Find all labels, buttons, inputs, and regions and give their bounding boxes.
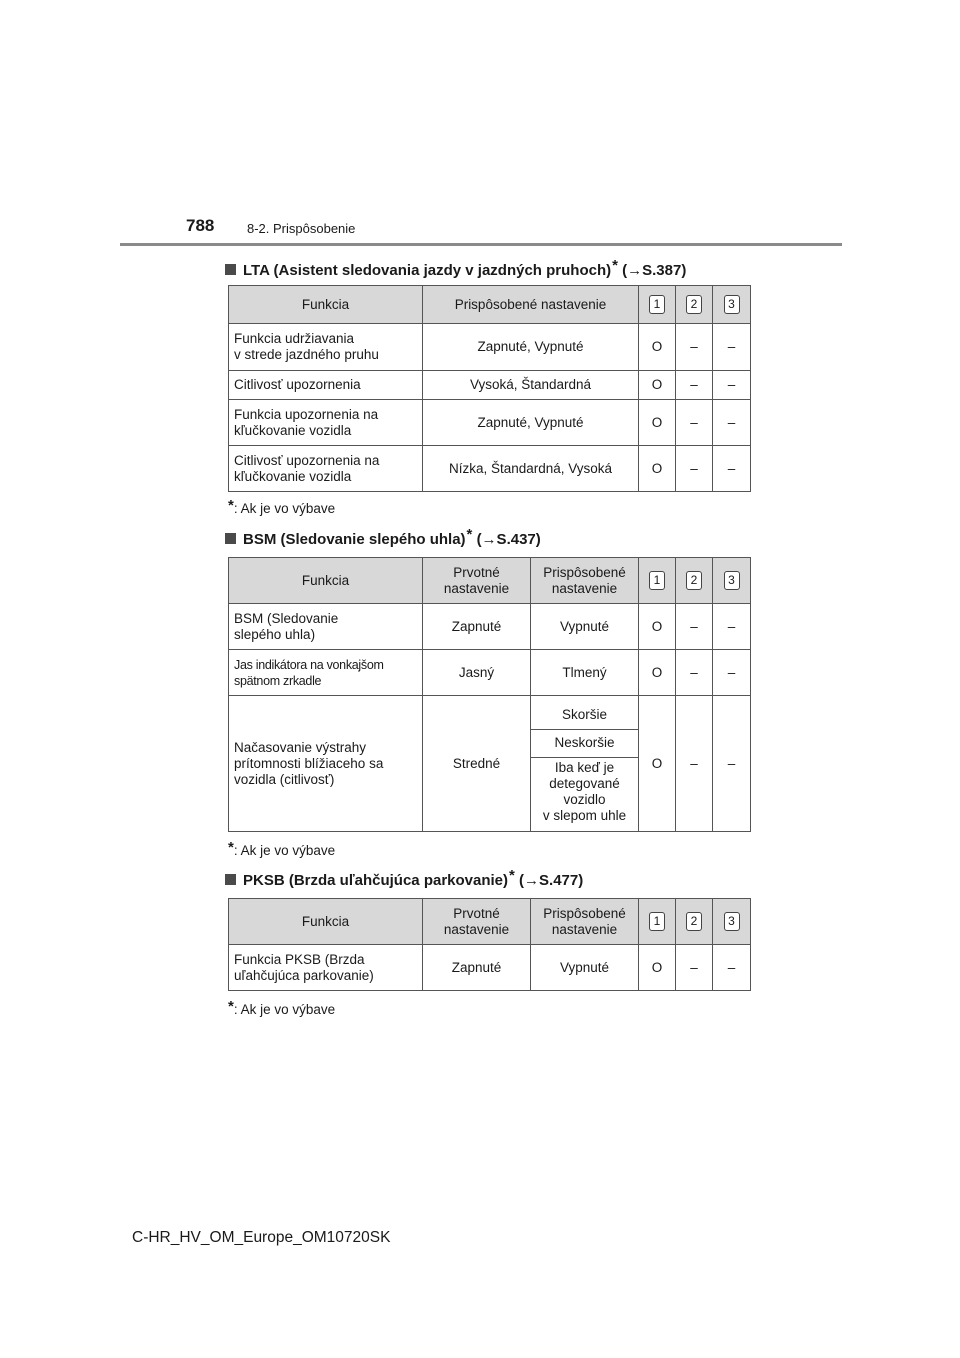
table-row: [229, 945, 751, 991]
list-item: [531, 701, 638, 729]
page-reference: (→S.437): [476, 531, 541, 548]
footnote-star: *: [509, 867, 515, 884]
cell-col2: –: [676, 604, 713, 650]
cell-col1: O: [639, 371, 676, 400]
cell-col1: O: [639, 446, 676, 492]
footnote-lta: [228, 497, 335, 516]
footnote-star: *: [228, 839, 234, 856]
cell-col2: –: [676, 696, 713, 832]
circled-number-1: 1: [649, 912, 665, 931]
cell-function: Jas indikátora na vonkajšom spätnom zrkadle: [229, 650, 423, 696]
lta-table: [228, 285, 751, 492]
circled-number-2: 2: [686, 912, 702, 931]
footnote-text: : Ak je vo výbave: [233, 501, 336, 516]
list-item: [531, 729, 638, 757]
cell-function: Citlivosť upozornenia na kľučkovanie vozidla: [229, 446, 423, 492]
footnote-text: : Ak je vo výbave: [233, 1002, 336, 1017]
page-number: 788: [186, 216, 215, 235]
cell-col1: O: [639, 324, 676, 371]
cell-col1: O: [639, 945, 676, 991]
header-initial-setting: Prvotné nastavenie: [423, 899, 531, 945]
cell-col1: O: [639, 400, 676, 446]
cell-col3: –: [713, 945, 751, 991]
cell-setting: Nízka, Štandardná, Vysoká: [423, 446, 639, 492]
footnote-star: *: [612, 257, 618, 274]
bsm-table: [228, 557, 751, 832]
header-initial-setting: Prvotné nastavenie: [423, 558, 531, 604]
cell-col2: –: [676, 446, 713, 492]
cell-setting: Zapnuté, Vypnuté: [423, 400, 639, 446]
footnote-pksb: [228, 998, 335, 1017]
cell-col3: –: [713, 400, 751, 446]
section-title-text: PKSB (Brzda uľahčujúca parkovanie): [243, 872, 509, 889]
cell-options: [531, 696, 639, 832]
bullet-square-icon: [225, 533, 236, 544]
cell-setting: Zapnuté, Vypnuté: [423, 324, 639, 371]
page-reference: (→S.387): [622, 262, 687, 279]
header-col-2: [676, 286, 713, 324]
page-reference: (→S.477): [519, 872, 584, 889]
table-row: [229, 696, 751, 832]
header-custom-setting: Prispôsobené nastavenie: [423, 286, 639, 324]
header-custom-setting: Prispôsobené nastavenie: [531, 558, 639, 604]
options-list: [531, 701, 638, 826]
header-function: Funkcia: [229, 286, 423, 324]
list-item: [531, 757, 638, 826]
header-function: Funkcia: [229, 558, 423, 604]
option-only-when-detected: Iba keď je detegované vozidlo v slepom uhle: [542, 759, 627, 823]
cell-col2: –: [676, 400, 713, 446]
circled-number-3: 3: [724, 912, 740, 931]
footnote-bsm: [228, 839, 335, 858]
circled-number-1: 1: [649, 295, 665, 314]
cell-initial: Stredné: [423, 696, 531, 832]
document-code: C-HR_HV_OM_Europe_OM10720SK: [132, 1229, 391, 1246]
header-custom-setting: Prispôsobené nastavenie: [531, 899, 639, 945]
cell-setting: Vysoká, Štandardná: [423, 371, 639, 400]
cell-col3: –: [713, 604, 751, 650]
header-function: Funkcia: [229, 899, 423, 945]
cell-col2: –: [676, 945, 713, 991]
header-col-1: [639, 286, 676, 324]
cell-col2: –: [676, 650, 713, 696]
option-earlier: Skoršie: [531, 701, 638, 729]
cell-col1: O: [639, 650, 676, 696]
cell-initial: Jasný: [423, 650, 531, 696]
footnote-star: *: [466, 526, 473, 543]
cell-setting: Tlmený: [531, 650, 639, 696]
cell-col3: –: [713, 696, 751, 832]
cell-initial: Zapnuté: [423, 604, 531, 650]
bullet-square-icon: [225, 264, 236, 275]
cell-function: BSM (Sledovanie slepého uhla): [229, 604, 423, 650]
footnote-star: *: [228, 998, 234, 1015]
header-col-1: [639, 558, 676, 604]
circled-number-2: 2: [686, 295, 702, 314]
option-later: Neskoršie: [531, 729, 638, 757]
table-row: [229, 324, 751, 371]
cell-function: Funkcia upozornenia na kľučkovanie vozidla: [229, 400, 423, 446]
cell-col1: O: [639, 604, 676, 650]
footnote-text: : Ak je vo výbave: [233, 843, 336, 858]
section-title-pksb: [225, 867, 583, 889]
cell-setting: Vypnuté: [531, 945, 639, 991]
circled-number-1: 1: [649, 571, 665, 590]
footnote-star: *: [228, 497, 234, 514]
cell-col1: O: [639, 696, 676, 832]
table-header-row: [229, 899, 751, 945]
cell-function: Načasovanie výstrahy prítomnosti blížiaceho sa vozidla (citlivosť): [229, 696, 423, 832]
cell-col2: –: [676, 324, 713, 371]
table-row: [229, 371, 751, 400]
section-title-text: LTA (Asistent sledovania jazdy v jazdných pruhoch): [243, 262, 612, 279]
cell-function: Funkcia PKSB (Brzda uľahčujúca parkovanie): [229, 945, 423, 991]
header-col-3: [713, 899, 751, 945]
bullet-square-icon: [225, 874, 236, 885]
cell-function: Citlivosť upozornenia: [229, 371, 423, 400]
table-row: [229, 650, 751, 696]
cell-initial: Zapnuté: [423, 945, 531, 991]
header-col-3: [713, 558, 751, 604]
table-header-row: [229, 286, 751, 324]
section-title-lta: [225, 257, 686, 279]
table-row: [229, 446, 751, 492]
circled-number-3: 3: [724, 295, 740, 314]
table-row: [229, 604, 751, 650]
cell-col2: –: [676, 371, 713, 400]
header-col-1: [639, 899, 676, 945]
chapter-title: 8-2. Prispôsobenie: [247, 221, 356, 236]
table-header-row: [229, 558, 751, 604]
cell-col3: –: [713, 446, 751, 492]
circled-number-3: 3: [724, 571, 740, 590]
cell-col3: –: [713, 371, 751, 400]
table-row: [229, 400, 751, 446]
cell-col3: –: [713, 650, 751, 696]
pksb-table: [228, 898, 751, 991]
header-col-3: [713, 286, 751, 324]
section-title-bsm: [225, 526, 541, 548]
header-divider: [120, 243, 842, 246]
cell-col3: –: [713, 324, 751, 371]
circled-number-2: 2: [686, 571, 702, 590]
header-col-2: [676, 558, 713, 604]
cell-function: Funkcia udržiavania v strede jazdného pruhu: [229, 324, 423, 371]
cell-setting: Vypnuté: [531, 604, 639, 650]
section-title-text: BSM (Sledovanie slepého uhla): [243, 531, 466, 548]
header-col-2: [676, 899, 713, 945]
